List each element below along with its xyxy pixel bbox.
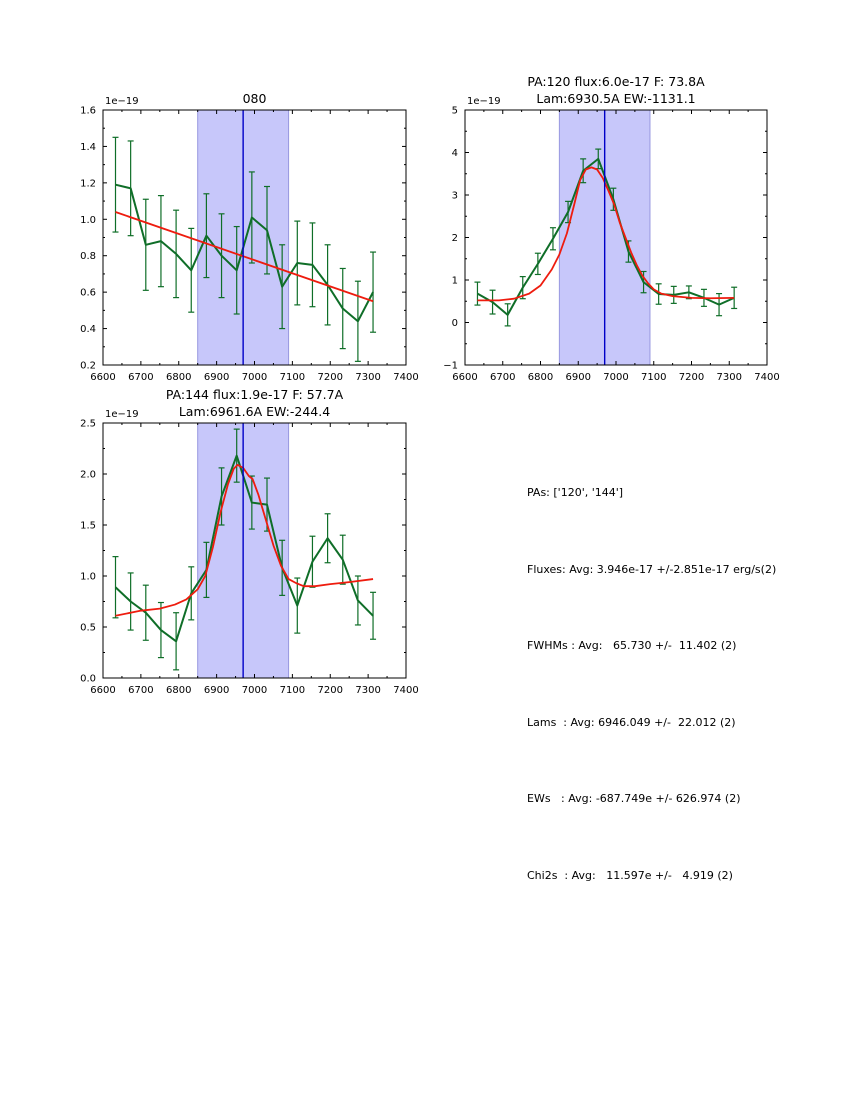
stats-line-fwhms: FWHMs : Avg: 65.730 +/- 11.402 (2) [527,639,737,652]
svg-text:4: 4 [451,148,458,159]
svg-text:7000: 7000 [241,685,268,696]
svg-text:7200: 7200 [317,685,343,696]
svg-text:6800: 6800 [166,372,192,383]
svg-text:7200: 7200 [317,372,343,383]
svg-text:0.2: 0.2 [80,360,96,372]
svg-text:0: 0 [451,318,458,329]
svg-text:3: 3 [451,190,458,202]
svg-text:7200: 7200 [678,372,705,383]
svg-text:1.2: 1.2 [80,178,96,190]
svg-text:6900: 6900 [203,685,230,696]
svg-text:1.0: 1.0 [80,571,96,583]
svg-text:6800: 6800 [166,685,192,696]
stats-line-ews: EWs : Avg: -687.749e +/- 626.974 (2) [527,792,741,805]
chart-title-line: PA:120 flux:6.0e-17 F: 73.8A [527,74,705,89]
svg-text:6600: 6600 [90,685,116,696]
svg-text:6600: 6600 [452,372,478,383]
svg-text:7100: 7100 [641,372,667,383]
svg-text:7300: 7300 [716,372,742,383]
svg-text:7400: 7400 [393,685,419,696]
y-offset-label: 1e−19 [105,96,139,107]
y-offset-label: 1e−19 [467,96,501,107]
svg-text:7300: 7300 [355,685,381,696]
y-offset-label: 1e−19 [105,409,139,420]
chart-2 [443,74,779,383]
svg-text:7400: 7400 [754,372,780,383]
svg-text:0.6: 0.6 [80,287,96,299]
svg-text:6700: 6700 [128,685,154,696]
svg-text:7100: 7100 [279,685,306,696]
svg-text:5: 5 [451,105,458,117]
svg-text:0.4: 0.4 [80,324,96,336]
stats-panel [527,429,776,914]
chart-1 [80,91,419,383]
svg-text:1.4: 1.4 [80,141,96,153]
svg-text:6800: 6800 [527,372,554,383]
svg-text:0.8: 0.8 [80,251,96,263]
svg-text:1.0: 1.0 [80,214,96,226]
stats-line-lams: Lams : Avg: 6946.049 +/- 22.012 (2) [527,715,736,729]
svg-text:1.5: 1.5 [80,520,96,532]
svg-text:1.6: 1.6 [80,105,96,117]
svg-text:2.5: 2.5 [80,418,96,430]
svg-text:6900: 6900 [203,372,230,383]
svg-text:1: 1 [451,275,458,287]
svg-text:7400: 7400 [393,372,419,383]
svg-text:7300: 7300 [355,372,381,383]
stats-line-pas: PAs: ['120', '144'] [527,486,624,499]
chart-title-line: 080 [242,91,267,106]
svg-text:0.0: 0.0 [80,673,96,685]
svg-text:2.0: 2.0 [80,469,96,481]
svg-text:7000: 7000 [603,372,629,383]
svg-text:2: 2 [451,233,458,244]
svg-text:−1: −1 [443,360,458,372]
stats-line-chi2s: Chi2s : Avg: 11.597e +/- 4.919 (2) [527,868,733,882]
svg-text:7100: 7100 [279,372,306,383]
svg-text:6700: 6700 [128,372,154,383]
svg-text:6900: 6900 [565,372,591,383]
chart-title-line: PA:144 flux:1.9e-17 F: 57.7A [165,387,344,402]
chart-title-line: Lam:6930.5A EW:-1131.1 [536,91,696,106]
stats-line-fluxes: Fluxes: Avg: 3.946e-17 +/-2.851e-17 erg/s(2) [527,562,777,576]
svg-text:6700: 6700 [490,372,516,383]
svg-text:0.5: 0.5 [80,622,96,634]
svg-text:7000: 7000 [241,372,268,383]
svg-text:6600: 6600 [90,372,116,383]
chart-3 [80,387,419,696]
chart-title-line: Lam:6961.6A EW:-244.4 [178,404,331,419]
